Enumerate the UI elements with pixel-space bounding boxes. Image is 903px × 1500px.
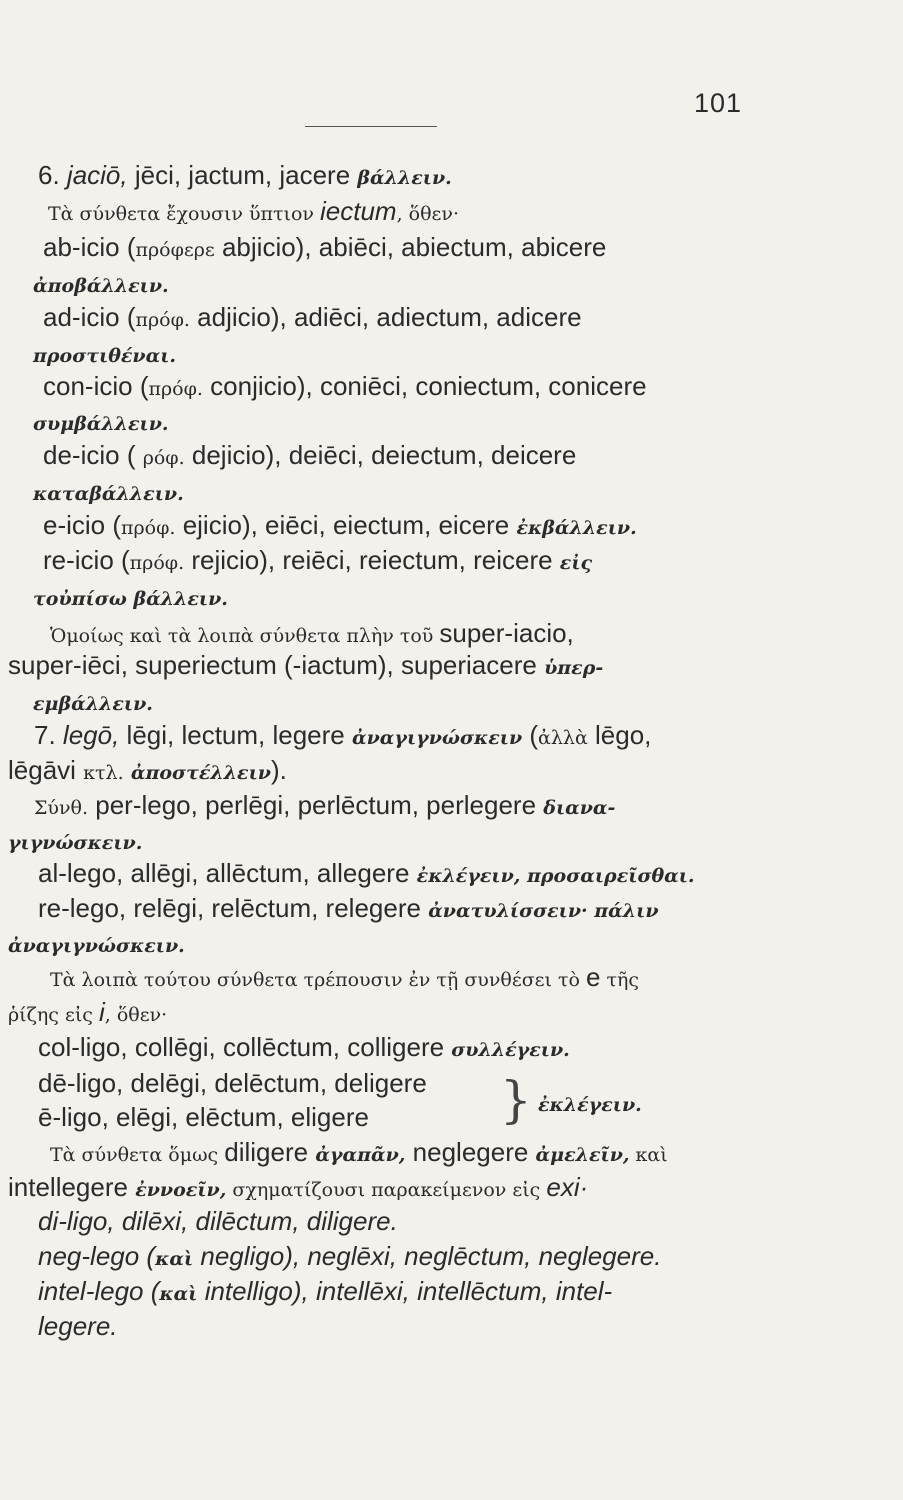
text-run: ἀμελεῖν, (535, 1144, 630, 1166)
text-line (38, 1032, 570, 1065)
text-run: , ὅθεν· (396, 203, 459, 225)
text-run: jaciō, (66, 160, 128, 190)
text-run: ἐκβάλλειν. (516, 517, 637, 539)
text-run: adjicio), adiēci, adiectum, adicere (189, 302, 582, 332)
text-run: negligo), neglēxi, neglēctum, neglegere. (193, 1241, 662, 1271)
text-run: ἀνατυλίσσειν· πάλιν (428, 900, 659, 922)
text-line (50, 618, 574, 651)
text-run: γιγνώσκειν. (8, 832, 143, 854)
text-run: ῥίζης εἰς (8, 1004, 99, 1026)
text-run: προστιθέναι. (33, 345, 177, 367)
text-line (38, 1276, 612, 1309)
text-line (38, 893, 659, 926)
text-run: conjicio), coniēci, coniectum, conicere (202, 371, 647, 401)
text-line (43, 371, 647, 404)
text-run: diligere (224, 1137, 316, 1167)
text-run: legō, (62, 720, 120, 750)
text-run: Ὁμοίως καὶ τὰ λοιπὰ σύνθετα πλὴν τοῦ (50, 625, 440, 647)
text-run: i (98, 997, 105, 1027)
text-run: κτλ. (83, 762, 124, 784)
text-run: ). (270, 755, 287, 785)
text-run: 7. (34, 720, 63, 750)
text-run: εἰς (559, 552, 593, 574)
text-run: καὶ (159, 1283, 198, 1305)
text-line (43, 232, 606, 265)
text-run: ἀποβάλλειν. (33, 275, 169, 297)
text-run: πρόφ. (148, 378, 203, 400)
text-run: ad-icio ( (43, 302, 136, 332)
text-run: καὶ (629, 1144, 668, 1166)
text-run: e-icio ( (43, 510, 122, 540)
text-run: intel-lego ( (38, 1276, 160, 1306)
text-run: ἐννοεῖν, (135, 1179, 227, 1201)
text-line (33, 476, 184, 509)
text-run: ἐκλέγειν, προσαιρεῖσθαι. (416, 865, 695, 887)
text-run: de-icio ( (43, 440, 143, 470)
text-run: πρόφ. (129, 552, 185, 574)
text-line (38, 858, 695, 891)
text-line (8, 650, 603, 683)
text-run: lēgo, (587, 720, 652, 750)
text-run: intellegere (8, 1172, 136, 1202)
text-run: συμβάλλειν. (33, 413, 169, 435)
text-run: lēgi, lectum, legere (119, 720, 352, 750)
text-run: ē-ligo, elēgi, elēctum, eligere (38, 1102, 369, 1132)
text-run: βάλλειν. (357, 167, 452, 189)
text-run: πρόφ. (135, 309, 190, 331)
text-run: σχηματίζουσι παρακείμενον εἰς (226, 1179, 547, 1201)
text-run: τοὐπίσω βάλλειν. (33, 588, 228, 610)
text-run: abjicio), abiēci, abiectum, abicere (214, 232, 607, 262)
text-run: ἀναγιγνώσκειν (351, 727, 523, 749)
text-line (8, 928, 185, 961)
text-run: lēgāvi (8, 755, 84, 785)
text-run: ὑπερ- (544, 657, 604, 679)
text-line (38, 1241, 661, 1274)
text-line (43, 545, 592, 578)
text-run: neglegere (405, 1137, 536, 1167)
text-line (43, 440, 576, 473)
text-run: e (585, 962, 601, 992)
text-run: per-lego, perlēgi, perlēctum, perlegere (88, 790, 544, 820)
text-run: col-ligo, collēgi, collēctum, colligere (38, 1032, 452, 1062)
text-run: Τὰ λοιπὰ τούτου σύνθετα τρέπουσιν ἐν τῇ συνθέσει τὸ (50, 969, 586, 991)
text-run: rejicio), reiēci, reiectum, reicere (184, 545, 560, 575)
text-run: , ὅθεν· (104, 1004, 168, 1026)
text-run: legere. (38, 1311, 118, 1341)
text-run: Τὰ σύνθετα ὅμως (50, 1144, 225, 1166)
text-run: τῆς (600, 969, 640, 991)
text-line (33, 406, 169, 439)
text-run: ρόφ. (142, 447, 185, 469)
text-run: ejicio), eiēci, eiectum, eicere (175, 510, 517, 540)
text-line (38, 1311, 118, 1341)
text-run: πρόφ. (121, 517, 176, 539)
text-line (33, 581, 228, 614)
text-run: dejicio), deiēci, deiectum, deicere (184, 440, 577, 470)
text-run: πρόφερε (135, 239, 215, 261)
text-run: 6. (38, 160, 67, 190)
text-run: dē-ligo, delēgi, delēctum, deligere (38, 1068, 427, 1098)
text-run: ( (522, 720, 539, 750)
text-line (8, 825, 142, 858)
text-line (8, 755, 287, 788)
brace-bracket: } (500, 1071, 532, 1129)
text-run: Τὰ σύνθετα ἔχουσιν ὕπτιον (48, 203, 321, 225)
text-line (38, 1068, 427, 1098)
text-line (38, 160, 452, 193)
text-run: re-icio ( (43, 545, 130, 575)
text-run: ἀλλὰ (538, 727, 588, 749)
text-run: neg-lego ( (38, 1241, 156, 1271)
text-line (43, 302, 582, 335)
text-run: di-ligo, dilēxi, dilēctum, diligere. (38, 1206, 398, 1236)
text-run: exi· (546, 1172, 589, 1202)
text-run: καταβάλλειν. (33, 483, 184, 505)
text-line (8, 997, 167, 1030)
text-line (50, 962, 639, 995)
text-line (33, 338, 176, 371)
text-run: jēci, jactum, jacere (127, 160, 358, 190)
text-line (38, 1102, 369, 1132)
brace-note: ἐκλέγειν. (538, 1094, 642, 1116)
text-run: iectum (320, 196, 397, 226)
text-run (124, 755, 131, 785)
text-line (34, 720, 651, 753)
text-run: re-lego, relēgi, relēctum, relegere (38, 893, 429, 923)
text-run: διανα- (543, 797, 616, 819)
text-run: ἀποστέλλειν (130, 762, 271, 784)
page-number: 101 (693, 88, 742, 118)
text-line (33, 268, 169, 301)
text-run: al-lego, allēgi, allēctum, allegere (38, 858, 417, 888)
text-run: ἀγαπᾶν, (315, 1144, 406, 1166)
text-run: ἀναγιγνώσκειν. (8, 935, 185, 957)
text-line (33, 686, 153, 719)
text-run: ab-icio ( (43, 232, 136, 262)
text-line (34, 790, 615, 823)
text-run: super-iacio, (439, 618, 574, 648)
text-line (8, 1172, 588, 1205)
text-line (43, 510, 637, 543)
text-line (48, 196, 459, 229)
text-run: super-iēci, superiectum (-iactum), superiacere (8, 650, 545, 680)
text-line (38, 1206, 398, 1236)
text-run: intelligo), intellēxi, intellēctum, intel- (197, 1276, 613, 1306)
text-line (50, 1137, 668, 1170)
text-run: con-icio ( (43, 371, 149, 401)
text-run: εμβάλλειν. (33, 693, 153, 715)
text-run: Σύνθ. (34, 797, 89, 819)
text-run: καὶ (155, 1248, 194, 1270)
text-run: συλλέγειν. (451, 1039, 570, 1061)
